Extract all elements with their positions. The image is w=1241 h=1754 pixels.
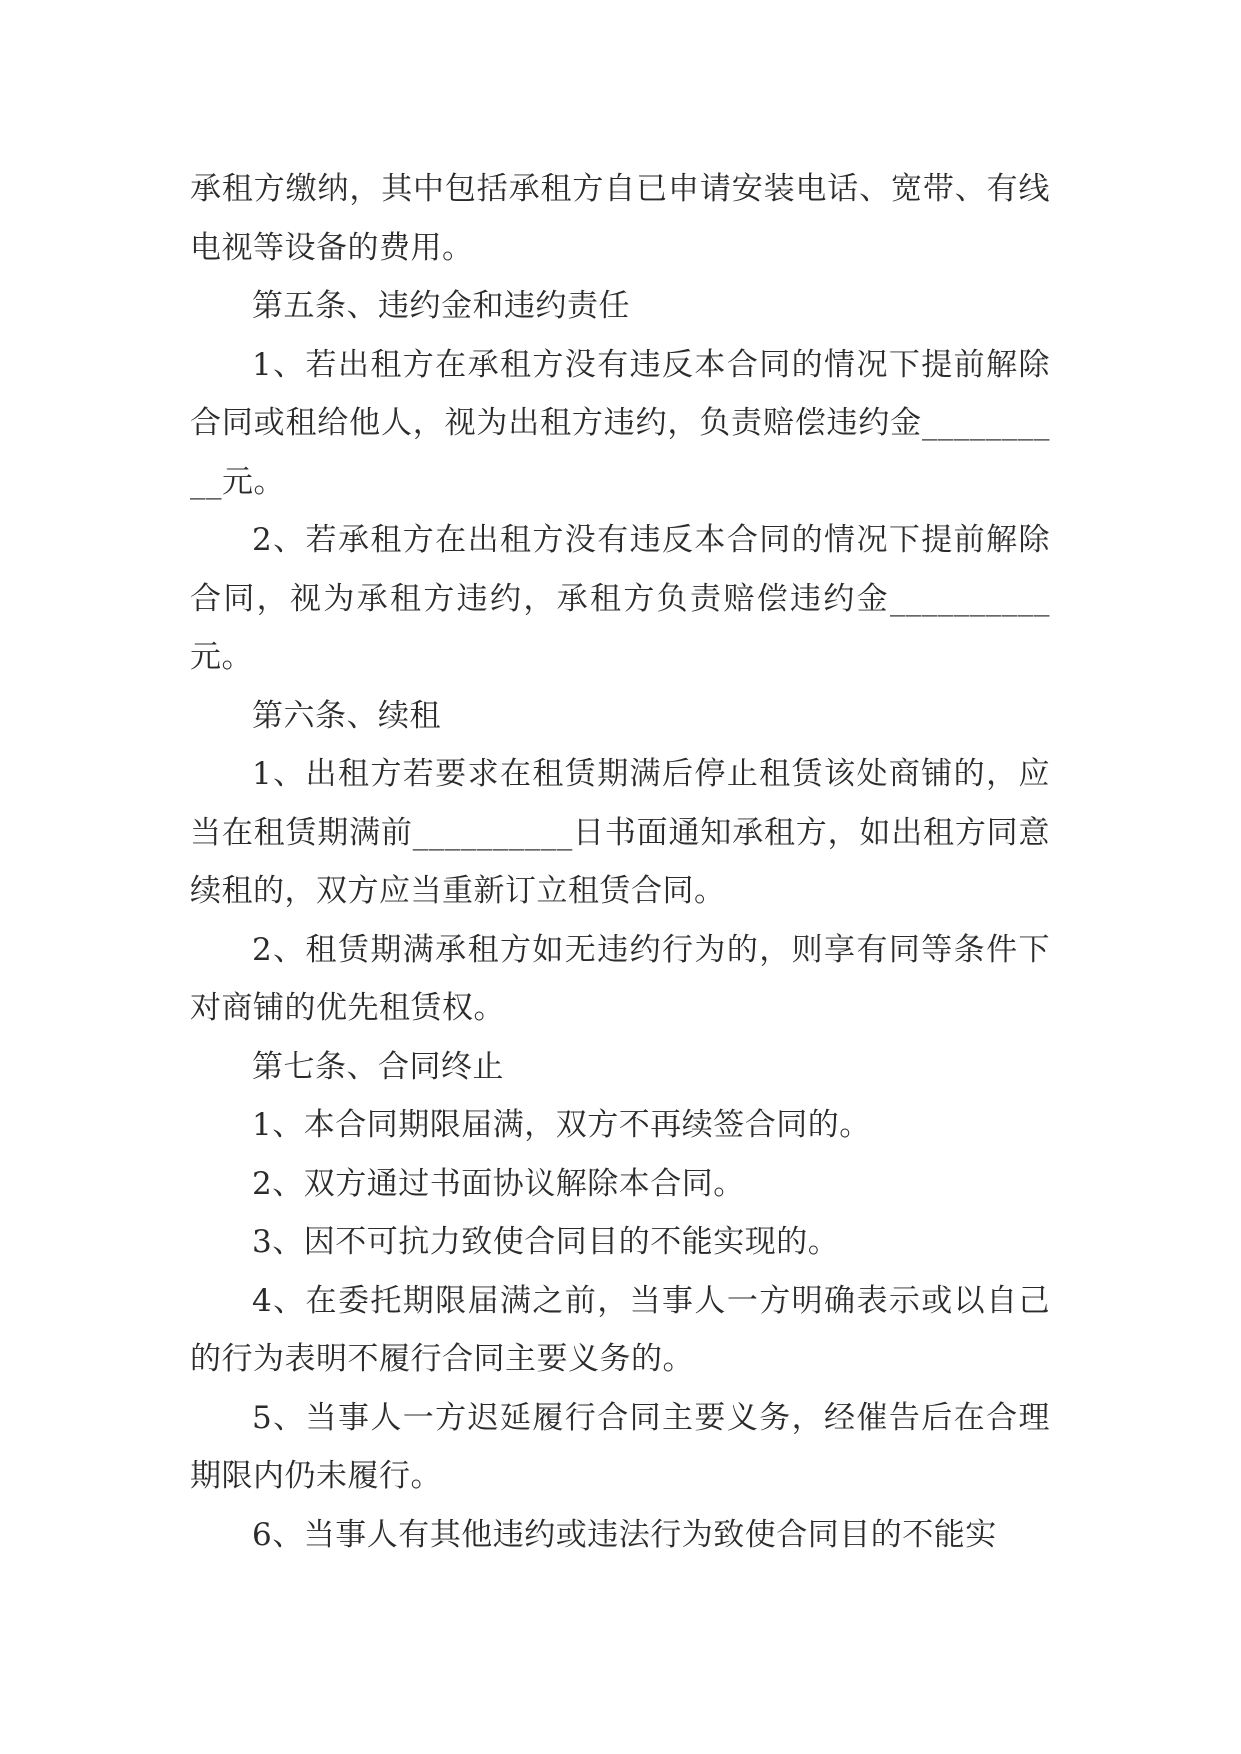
paragraph-article-7-item-1: 1、本合同期限届满，双方不再续签合同的。 — [252, 1107, 871, 1143]
document-body — [190, 160, 1050, 1564]
paragraph-article-7-item-5: 5、当事人一方迟延履行合同主要义务，经催告后在合理期限内仍未履行。 — [190, 1399, 1050, 1494]
paragraph-article-7-item-4: 4、在委托期限届满之前，当事人一方明确表示或以自己的行为表明不履行合同主要义务的。 — [190, 1282, 1050, 1377]
paragraph-article-7-item-6: 6、当事人有其他违约或违法行为致使合同目的不能实 — [252, 1516, 997, 1553]
paragraph-article-7-item-2: 2、双方通过书面协议解除本合同。 — [252, 1165, 745, 1202]
paragraph-fee-continuation: 承租方缴纳，其中包括承租方自已申请安装电话、宽带、有线电视等设备的费用。 — [190, 171, 1050, 266]
heading-article-6: 第六条、续租 — [252, 697, 441, 734]
paragraph-article-6-item-2: 2、租赁期满承租方如无违约行为的，则享有同等条件下对商铺的优先租赁权。 — [190, 931, 1050, 1026]
paragraph-article-7-item-3: 3、因不可抗力致使合同目的不能实现的。 — [252, 1224, 840, 1260]
paragraph-article-5-item-1: 1、若出租方在承租方没有违反本合同的情况下提前解除合同或租给他人，视为出租方违约，负责赔偿违约金__________元。 — [190, 346, 1050, 500]
paragraph-article-5-item-2: 2、若承租方在出租方没有违反本合同的情况下提前解除合同，视为承租方违约，承租方负责赔偿违约金__________元。 — [190, 522, 1050, 675]
paragraph-article-6-item-1: 1、出租方若要求在租赁期满后停止租赁该处商铺的，应当在租赁期满前__________日书面通知承租方，如出租方同意续租的，双方应当重新订立租赁合同。 — [190, 756, 1050, 909]
heading-article-7: 第七条、合同终止 — [252, 1048, 504, 1085]
heading-article-5: 第五条、违约金和违约责任 — [252, 288, 630, 324]
